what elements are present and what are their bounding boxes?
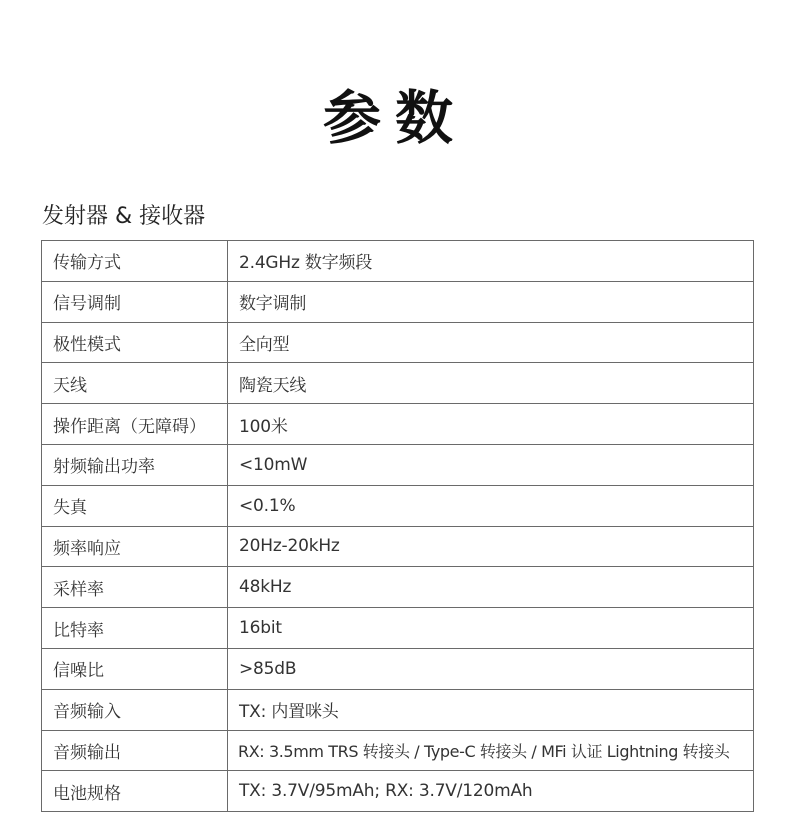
spec-value: 2.4GHz 数字频段 — [228, 241, 754, 282]
spec-label: 比特率 — [42, 608, 228, 649]
spec-value: TX: 3.7V/95mAh; RX: 3.7V/120mAh — [228, 771, 754, 812]
spec-label: 射频输出功率 — [42, 444, 228, 485]
spec-value: 100米 — [228, 404, 754, 445]
spec-label: 信噪比 — [42, 648, 228, 689]
table-row — [42, 322, 754, 363]
spec-label: 极性模式 — [42, 322, 228, 363]
table-row — [42, 771, 754, 812]
table-row — [42, 730, 754, 771]
spec-value: 陶瓷天线 — [228, 363, 754, 404]
spec-label: 传输方式 — [42, 241, 228, 282]
spec-value: 20Hz-20kHz — [228, 526, 754, 567]
spec-label: 信号调制 — [42, 281, 228, 322]
table-row — [42, 526, 754, 567]
spec-value: 数字调制 — [228, 281, 754, 322]
table-row — [42, 404, 754, 445]
table-row — [42, 363, 754, 404]
spec-label: 电池规格 — [42, 771, 228, 812]
spec-value: 全向型 — [228, 322, 754, 363]
table-row — [42, 689, 754, 730]
spec-table — [41, 240, 754, 812]
table-row — [42, 281, 754, 322]
spec-value: TX: 内置咪头 — [228, 689, 754, 730]
page-title: 参数 — [322, 84, 467, 152]
spec-value: 48kHz — [228, 567, 754, 608]
spec-label: 天线 — [42, 363, 228, 404]
section-title: 发射器 & 接收器 — [42, 204, 206, 229]
table-row — [42, 444, 754, 485]
spec-value: <10mW — [228, 444, 754, 485]
table-row — [42, 608, 754, 649]
spec-label: 采样率 — [42, 567, 228, 608]
spec-label: 频率响应 — [42, 526, 228, 567]
spec-value: <0.1% — [228, 485, 754, 526]
table-row — [42, 485, 754, 526]
spec-label: 操作距离（无障碍） — [42, 404, 228, 445]
table-row — [42, 648, 754, 689]
table-row — [42, 241, 754, 282]
spec-value: 16bit — [228, 608, 754, 649]
spec-value: >85dB — [228, 648, 754, 689]
spec-label: 音频输出 — [42, 730, 228, 771]
spec-label: 音频输入 — [42, 689, 228, 730]
spec-value: RX: 3.5mm TRS 转接头 / Type-C 转接头 / MFi 认证 Lightning 转接头 — [228, 730, 754, 771]
table-row — [42, 567, 754, 608]
spec-label: 失真 — [42, 485, 228, 526]
